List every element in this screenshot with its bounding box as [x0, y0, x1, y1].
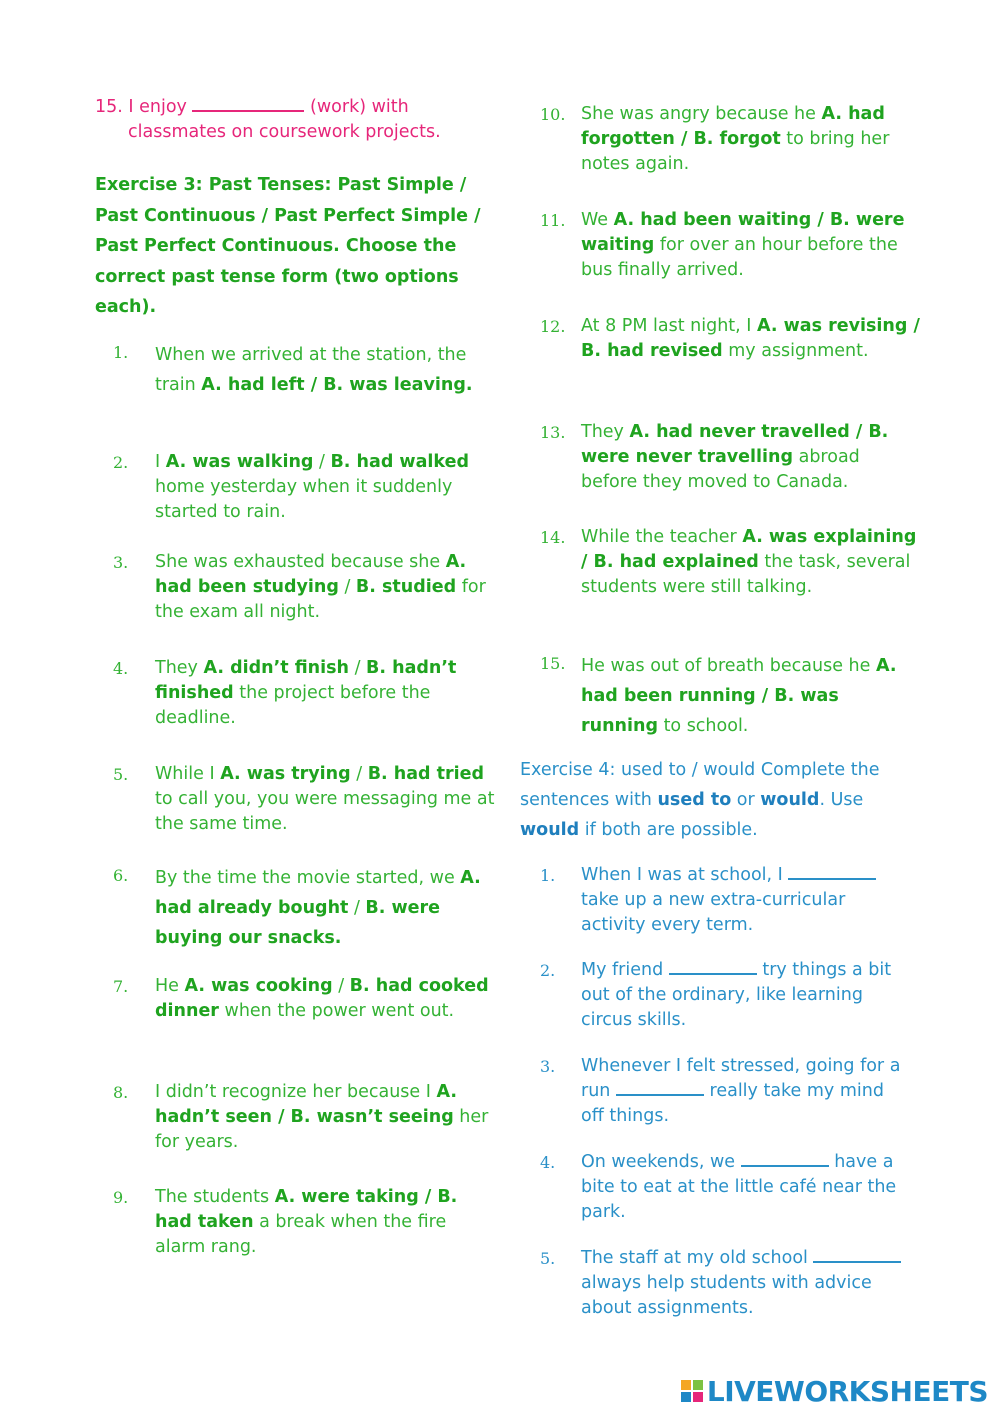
option-a[interactable]: A. didn’t finish [203, 658, 349, 678]
exercise-3-title: Exercise 3: Past Tenses: Past Simple / Past Continuous / Past Perfect Simple / Past Perfect Continuous. Choose the correct past tense form (two options each). [95, 175, 481, 317]
item-number: 2. [540, 961, 556, 980]
option-a[interactable]: A. was trying [220, 764, 351, 784]
item-text: They A. had never travelled / B. were never travelling abroad before they moved to Canada. [581, 422, 889, 492]
item-number: 5. [540, 1249, 556, 1268]
answer-options[interactable]: A. had never travelled / B. were never travelling [581, 422, 889, 467]
answer-options[interactable]: A. were taking / B. had taken [155, 1187, 458, 1232]
item-text: The staff at my old school always help students with advice about assignments. [581, 1246, 911, 1321]
item-text: They A. didn’t finish / B. hadn’t finished the project before the deadline. [155, 658, 457, 728]
answer-options[interactable]: A. was explaining / B. had explained [581, 527, 917, 572]
answer-options[interactable]: A. had been waiting / B. were waiting [581, 210, 905, 255]
item-number: 13. [540, 423, 566, 442]
item-number: 14. [540, 528, 566, 547]
answer-options[interactable]: A. was revising / B. had revised [581, 316, 920, 361]
item-number: 6. [113, 866, 129, 885]
q15-text-start: 15. I enjoy [95, 97, 193, 117]
item-number: 3. [540, 1057, 556, 1076]
answer-options[interactable]: A. had been running / B. was running [581, 656, 897, 736]
q15-text-line2: classmates on coursework projects. [128, 122, 441, 142]
answer-blank[interactable] [813, 1247, 901, 1263]
item-number: 7. [113, 977, 129, 996]
item-number: 15. [540, 654, 566, 673]
item-text: While the teacher A. was explaining / B. had explained the task, several students were still talking. [581, 527, 917, 597]
option-a[interactable]: A. was cooking [184, 976, 333, 996]
answer-blank[interactable] [616, 1080, 704, 1096]
liveworksheets-logo [681, 1376, 988, 1406]
item-number: 1. [113, 343, 129, 362]
item-number: 4. [540, 1153, 556, 1172]
item-text: When we arrived at the station, the train A. had left / B. was leaving. [155, 345, 473, 395]
answer-blank[interactable] [669, 959, 757, 975]
item-number: 5. [113, 765, 129, 784]
item-text: He A. was cooking / B. had cooked dinner when the power went out. [155, 976, 489, 1021]
item-number: 11. [540, 211, 566, 230]
liveworksheets-logo-icon [681, 1380, 703, 1402]
item-number: 1. [540, 866, 556, 885]
item-number: 2. [113, 453, 129, 472]
item-number: 8. [113, 1083, 129, 1102]
answer-options[interactable]: A. hadn’t seen / B. wasn’t seeing [155, 1082, 457, 1127]
item-number: 9. [113, 1188, 129, 1207]
option-b[interactable]: B. were buying our snacks. [155, 898, 441, 948]
item-number: 10. [540, 105, 566, 124]
option-a[interactable]: A. had been studying [155, 552, 467, 597]
question-15-carryover [95, 95, 475, 145]
exercise-4-title: Exercise 4: used to / would Complete the sentences with used to or would. Use would if both are possible. [520, 760, 880, 840]
item-text: She was exhausted because she A. had been studying / B. studied for the exam all night. [155, 552, 486, 622]
logo-text: LIVEWORKSHEETS [706, 1374, 988, 1408]
item-text: When I was at school, I take up a new extra-curricular activity every term. [581, 863, 911, 938]
item-number: 12. [540, 317, 566, 336]
item-text: He was out of breath because he A. had been running / B. was running to school. [581, 656, 897, 736]
answer-options[interactable]: A. had forgotten / B. forgot [581, 104, 885, 149]
option-b[interactable]: B. hadn’t finished [155, 658, 457, 703]
option-b[interactable]: B. had walked [330, 452, 469, 472]
answer-blank[interactable] [788, 864, 876, 880]
item-text: I A. was walking / B. had walked home yesterday when it suddenly started to rain. [155, 452, 469, 522]
answer-options[interactable]: A. had left / B. was leaving. [201, 375, 473, 395]
item-text: We A. had been waiting / B. were waiting for over an hour before the bus finally arrived. [581, 210, 905, 280]
item-text: By the time the movie started, we A. had already bought / B. were buying our snacks. [155, 868, 481, 948]
answer-blank[interactable] [741, 1151, 829, 1167]
item-text: Whenever I felt stressed, going for a run really take my mind off things. [581, 1056, 901, 1126]
option-a[interactable]: A. was walking [165, 452, 314, 472]
option-b[interactable]: B. had cooked dinner [155, 976, 489, 1021]
item-text: My friend try things a bit out of the ordinary, like learning circus skills. [581, 960, 892, 1030]
item-text: She was angry because he A. had forgotten / B. forgot to bring her notes again. [581, 104, 890, 174]
item-number: 3. [113, 553, 129, 572]
item-text: At 8 PM last night, I A. was revising / B. had revised my assignment. [581, 316, 920, 361]
item-number: 4. [113, 659, 129, 678]
item-text: The students A. were taking / B. had taken a break when the fire alarm rang. [155, 1187, 458, 1257]
item-text: I didn’t recognize her because I A. hadn’t seen / B. wasn’t seeing her for years. [155, 1082, 489, 1152]
item-text: While I A. was trying / B. had tried to call you, you were messaging me at the same time. [155, 764, 495, 834]
item-text: On weekends, we have a bite to eat at the little café near the park. [581, 1152, 897, 1222]
q15-text-end: (work) with [304, 97, 409, 117]
option-b[interactable]: B. studied [355, 577, 457, 597]
q15-answer-blank[interactable] [192, 96, 304, 112]
option-b[interactable]: B. had tried [367, 764, 485, 784]
option-a[interactable]: A. had already bought [155, 868, 481, 918]
